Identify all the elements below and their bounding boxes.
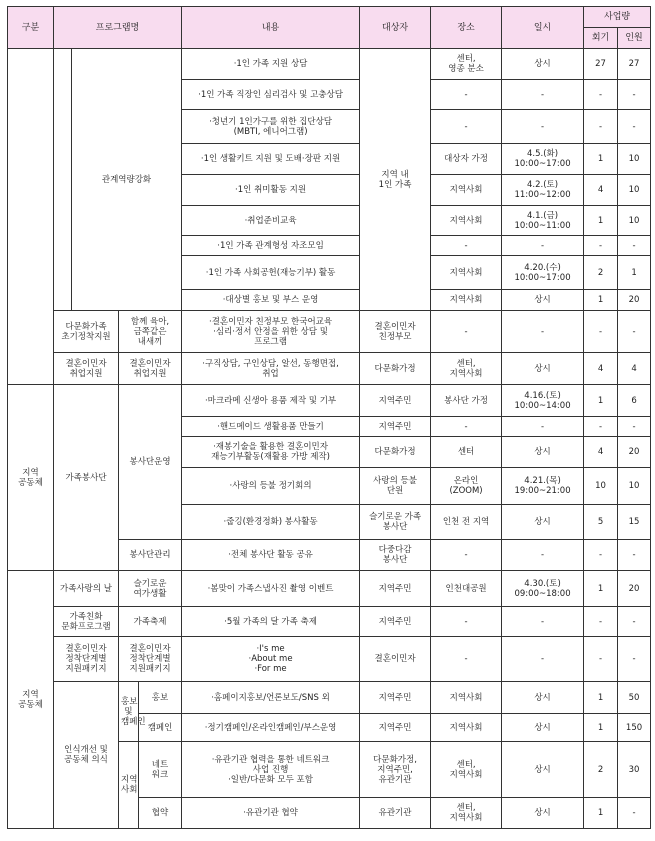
date-cell: 상시 (502, 505, 584, 540)
content-cell: ·1인 취미활동 지원 (182, 175, 360, 206)
date-cell: - (502, 607, 584, 637)
times-cell: 4 (584, 353, 618, 385)
program-sub-cell: 협약 (139, 798, 182, 829)
place-cell: 센터, 지역사회 (431, 798, 502, 829)
place-cell: - (431, 80, 502, 110)
header-times: 회기 (584, 28, 618, 49)
division-cell: 지역 공동체 (8, 385, 54, 571)
date-cell: 4.20.(수) 10:00~17:00 (502, 256, 584, 290)
program-sub-cell: 봉사단관리 (119, 540, 182, 571)
date-cell: 상시 (502, 290, 584, 311)
people-cell: 6 (618, 385, 651, 417)
date-cell: 상시 (502, 742, 584, 798)
times-cell: 1 (584, 385, 618, 417)
times-cell: 2 (584, 256, 618, 290)
program-sub-cell: 함께 육아, 금쪽같은 내새끼 (119, 311, 182, 353)
date-cell: 4.2.(토) 11:00~12:00 (502, 175, 584, 206)
place-cell: 지역사회 (431, 175, 502, 206)
target-cell: 지역주민 (360, 682, 431, 714)
target-cell: 지역주민 (360, 607, 431, 637)
place-cell: 인천대공원 (431, 571, 502, 607)
people-cell: - (618, 417, 651, 437)
target-cell: 지역주민 (360, 385, 431, 417)
table-row (8, 311, 651, 353)
target-cell: 다문화가정 (360, 437, 431, 468)
times-cell: - (584, 607, 618, 637)
place-cell: 지역사회 (431, 290, 502, 311)
times-cell: - (584, 236, 618, 256)
times-cell: - (584, 417, 618, 437)
program-cell: 가족봉사단 (54, 385, 119, 571)
table-row (8, 682, 651, 714)
times-cell: 1 (584, 206, 618, 236)
place-cell: 지역사회 (431, 682, 502, 714)
date-cell: 상시 (502, 49, 584, 80)
people-cell: 10 (618, 175, 651, 206)
target-cell: 다문화가정, 지역주민, 유관기관 (360, 742, 431, 798)
place-cell: 온라인 (ZOOM) (431, 468, 502, 505)
program-sub-cell: 결혼이민자 취업지원 (119, 353, 182, 385)
content-cell: ·1인 생활키트 지원 및 도배·장판 지원 (182, 144, 360, 175)
date-cell: - (502, 417, 584, 437)
table-row (8, 607, 651, 637)
date-cell: - (502, 540, 584, 571)
program-sub-cell: 슬기로운 여가생활 (119, 571, 182, 607)
target-cell: 슬기로운 가족 봉사단 (360, 505, 431, 540)
content-cell: ·마크라메 신생아 용품 제작 및 기부 (182, 385, 360, 417)
date-cell: - (502, 80, 584, 110)
place-cell: - (431, 236, 502, 256)
content-cell: ·1인 가족 관계형성 자조모임 (182, 236, 360, 256)
people-cell: 30 (618, 742, 651, 798)
place-cell: 센터, 지역사회 (431, 742, 502, 798)
people-cell: 150 (618, 714, 651, 742)
date-cell: 4.5.(화) 10:00~17:00 (502, 144, 584, 175)
program-cell (54, 49, 72, 311)
people-cell: - (618, 607, 651, 637)
date-cell: 4.30.(토) 09:00~18:00 (502, 571, 584, 607)
content-cell: ·취업준비교육 (182, 206, 360, 236)
header-place: 장소 (431, 7, 502, 49)
place-cell: - (431, 607, 502, 637)
content-cell: ·전체 봉사단 활동 공유 (182, 540, 360, 571)
header-division: 구분 (8, 7, 54, 49)
program-group-cell: 홍보 및 캠페인 (119, 682, 139, 742)
date-cell: - (502, 236, 584, 256)
place-cell: 인천 전 지역 (431, 505, 502, 540)
people-cell: 4 (618, 353, 651, 385)
content-cell: ·재봉기술을 활용한 결혼이민자 재능기부활동(재활용 가방 제작) (182, 437, 360, 468)
times-cell: 1 (584, 682, 618, 714)
times-cell: 1 (584, 144, 618, 175)
place-cell: - (431, 417, 502, 437)
content-cell: ·I's me ·About me ·For me (182, 637, 360, 682)
content-cell: ·사랑의 등불 정기회의 (182, 468, 360, 505)
times-cell: 2 (584, 742, 618, 798)
header-content: 내용 (182, 7, 360, 49)
people-cell: 20 (618, 290, 651, 311)
date-cell: 상시 (502, 714, 584, 742)
content-cell: ·5월 가족의 달 가족 축제 (182, 607, 360, 637)
target-cell: 유관기관 (360, 798, 431, 829)
table-row (8, 353, 651, 385)
people-cell: - (618, 311, 651, 353)
date-cell: - (502, 311, 584, 353)
date-cell: 상시 (502, 437, 584, 468)
content-cell: ·1인 가족 사회공헌(재능기부) 활동 (182, 256, 360, 290)
division-cell: 지역 공동체 (8, 571, 54, 829)
date-cell: 상시 (502, 353, 584, 385)
target-cell: 결혼이민자 (360, 637, 431, 682)
people-cell: 20 (618, 437, 651, 468)
people-cell: - (618, 798, 651, 829)
people-cell: - (618, 80, 651, 110)
times-cell: 10 (584, 468, 618, 505)
place-cell: 지역사회 (431, 206, 502, 236)
people-cell: 27 (618, 49, 651, 80)
times-cell: 4 (584, 437, 618, 468)
content-cell: ·유관기관 협력을 통한 네트워크 사업 진행 ·일반/다문화 모두 포함 (182, 742, 360, 798)
program-schedule-table (7, 6, 651, 829)
program-cell: 가족사랑의 날 (54, 571, 119, 607)
place-cell: 지역사회 (431, 714, 502, 742)
content-cell: ·핸드메이드 생활용품 만들기 (182, 417, 360, 437)
people-cell: 10 (618, 144, 651, 175)
people-cell: 10 (618, 468, 651, 505)
place-cell: 센터, 지역사회 (431, 353, 502, 385)
content-cell: ·구직상담, 구인상담, 알선, 동행면접, 취업 (182, 353, 360, 385)
people-cell: 15 (618, 505, 651, 540)
times-cell: - (584, 637, 618, 682)
program-sub-cell: 봉사단운영 (119, 385, 182, 540)
times-cell: 4 (584, 175, 618, 206)
place-cell: 센터, 영종 분소 (431, 49, 502, 80)
times-cell: - (584, 80, 618, 110)
content-cell: ·1인 가족 직장인 심리검사 및 고충상담 (182, 80, 360, 110)
place-cell: - (431, 637, 502, 682)
times-cell: 1 (584, 714, 618, 742)
program-sub-cell: 홍보 (139, 682, 182, 714)
date-cell: 4.1.(금) 10:00~11:00 (502, 206, 584, 236)
place-cell: - (431, 311, 502, 353)
header-program: 프로그램명 (54, 7, 182, 49)
times-cell: 1 (584, 290, 618, 311)
people-cell: 1 (618, 256, 651, 290)
target-cell: 다중다감 봉사단 (360, 540, 431, 571)
program-cell: 가족친화 문화프로그램 (54, 607, 119, 637)
header-target: 대상자 (360, 7, 431, 49)
content-cell: ·청년기 1인가구를 위한 집단상담 (MBTI, 에니어그램) (182, 110, 360, 144)
times-cell: 1 (584, 571, 618, 607)
people-cell: - (618, 637, 651, 682)
people-cell: - (618, 236, 651, 256)
division-cell (8, 49, 54, 385)
table-row (8, 385, 651, 417)
people-cell: - (618, 540, 651, 571)
target-cell: 지역 내 1인 가족 (360, 49, 431, 311)
content-cell: ·유관기관 협약 (182, 798, 360, 829)
table-row (8, 49, 651, 80)
content-cell: ·홈페이지홍보/언론보도/SNS 외 (182, 682, 360, 714)
target-cell: 지역주민 (360, 571, 431, 607)
header-people: 인원 (618, 28, 651, 49)
table-row (8, 571, 651, 607)
header-row (8, 7, 651, 28)
content-cell: ·정기캠페인/온라인캠페인/부스운영 (182, 714, 360, 742)
program-cell: 결혼이민자 취업지원 (54, 353, 119, 385)
content-cell: ·줍깅(환경정화) 봉사활동 (182, 505, 360, 540)
target-cell: 지역주민 (360, 714, 431, 742)
people-cell: - (618, 110, 651, 144)
times-cell: - (584, 110, 618, 144)
table-row (8, 637, 651, 682)
people-cell: 10 (618, 206, 651, 236)
place-cell: - (431, 540, 502, 571)
date-cell: - (502, 637, 584, 682)
header-date: 일시 (502, 7, 584, 49)
content-cell: ·봄맞이 가족스냅사진 촬영 이벤트 (182, 571, 360, 607)
target-cell: 사랑의 등불 단원 (360, 468, 431, 505)
date-cell: 4.21.(목) 19:00~21:00 (502, 468, 584, 505)
program-group-cell: 지역 사회 (119, 742, 139, 829)
people-cell: 50 (618, 682, 651, 714)
place-cell: - (431, 110, 502, 144)
place-cell: 지역사회 (431, 256, 502, 290)
program-cell: 다문화가족 초기정착지원 (54, 311, 119, 353)
place-cell: 센터 (431, 437, 502, 468)
times-cell: 1 (584, 798, 618, 829)
content-cell: ·대상별 홍보 및 부스 운영 (182, 290, 360, 311)
place-cell: 대상자 가정 (431, 144, 502, 175)
people-cell: 20 (618, 571, 651, 607)
date-cell: - (502, 110, 584, 144)
times-cell: - (584, 540, 618, 571)
target-cell: 결혼이민자 친정부모 (360, 311, 431, 353)
program-sub-cell: 캠페인 (139, 714, 182, 742)
target-cell: 다문화가정 (360, 353, 431, 385)
date-cell: 상시 (502, 682, 584, 714)
times-cell: - (584, 311, 618, 353)
content-cell: ·결혼이민자 친정부모 한국어교육 ·심리·정서 안정을 위한 상담 및 프로그램 (182, 311, 360, 353)
program-sub-cell: 결혼이민자 정착단계별 지원패키지 (119, 637, 182, 682)
place-cell: 봉사단 가정 (431, 385, 502, 417)
program-sub-cell: 가족축제 (119, 607, 182, 637)
program-sub-cell: 네트 워크 (139, 742, 182, 798)
target-cell: 지역주민 (360, 417, 431, 437)
program-cell: 인식개선 및 공동체 의식 (54, 682, 119, 829)
date-cell: 4.16.(토) 10:00~14:00 (502, 385, 584, 417)
times-cell: 5 (584, 505, 618, 540)
content-cell: ·1인 가족 지원 상담 (182, 49, 360, 80)
header-amount: 사업량 (584, 7, 651, 28)
program-sub-cell: 관계역량강화 (72, 49, 182, 311)
program-cell: 결혼이민자 정착단계별 지원패키지 (54, 637, 119, 682)
date-cell: 상시 (502, 798, 584, 829)
times-cell: 27 (584, 49, 618, 80)
